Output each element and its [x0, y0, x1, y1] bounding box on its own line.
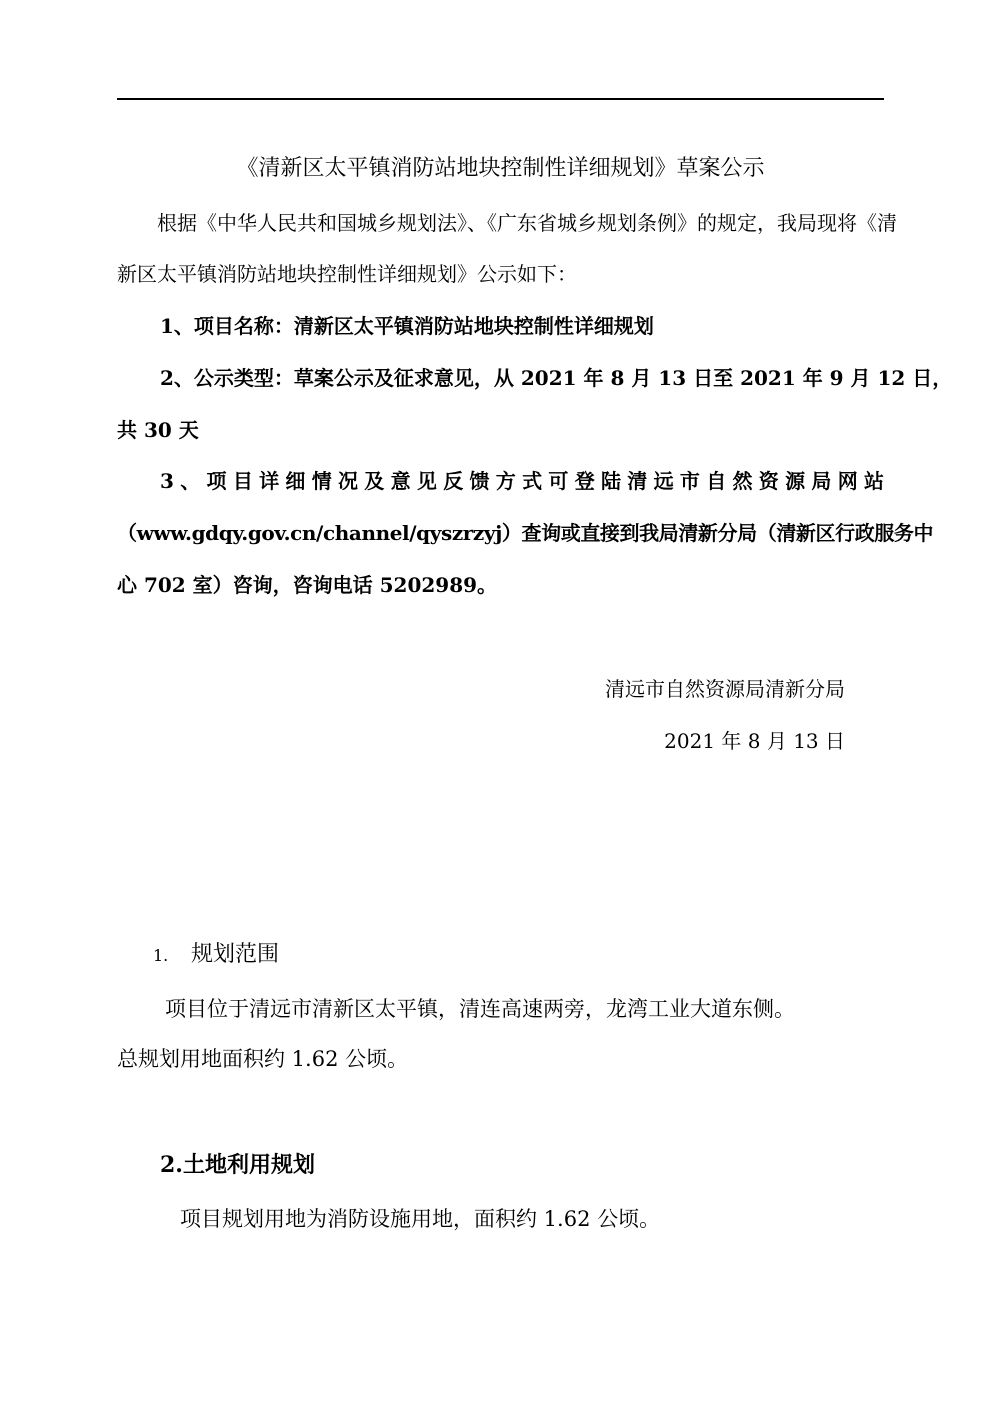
item-1-project-name: 1、项目名称：清新区太平镇消防站地块控制性详细规划	[160, 314, 654, 338]
section-1-heading	[153, 940, 853, 971]
section-2-line-1: 项目规划用地为消防设施用地，面积约 1.62 公顷。	[180, 1207, 661, 1231]
signature-date: 2021 年 8 月 13 日	[664, 729, 845, 753]
section-1-line-1: 项目位于清远市清新区太平镇，清连高速两旁，龙湾工业大道东侧。	[165, 997, 795, 1021]
item-2-line-1: 2、公示类型：草案公示及征求意见，从 2021 年 8 月 13 日至 2021 年 9 月 12 日，	[160, 366, 953, 390]
section-2-heading: 2.土地利用规划	[160, 1152, 315, 1178]
intro-line-2: 新区太平镇消防站地块控制性详细规划》公示如下：	[117, 262, 577, 286]
section-1-line-2: 总规划用地面积约 1.62 公顷。	[117, 1047, 409, 1071]
item-3-line-3: 心 702 室）咨询，咨询电话 5202989。	[117, 573, 498, 597]
section-1-title: 规划范围	[191, 942, 280, 967]
section-1-number: 1.	[153, 946, 169, 965]
header-rule	[117, 98, 884, 100]
item-2-line-2: 共 30 天	[117, 418, 199, 442]
item-3-line-1: 3、项目详细情况及意见反馈方式可登陆清远市自然资源局网站	[160, 469, 884, 493]
notice-title: 《清新区太平镇消防站地块控制性详细规划》草案公示	[236, 156, 765, 181]
intro-line-1: 根据《中华人民共和国城乡规划法》、《广东省城乡规划条例》的规定，我局现将《清	[157, 211, 897, 235]
signature-org: 清远市自然资源局清新分局	[605, 677, 845, 701]
item-3-line-2: （www.gdqy.gov.cn/channel/qyszrzyj）查询或直接到我局清新分局（清新区行政服务中	[117, 521, 934, 545]
